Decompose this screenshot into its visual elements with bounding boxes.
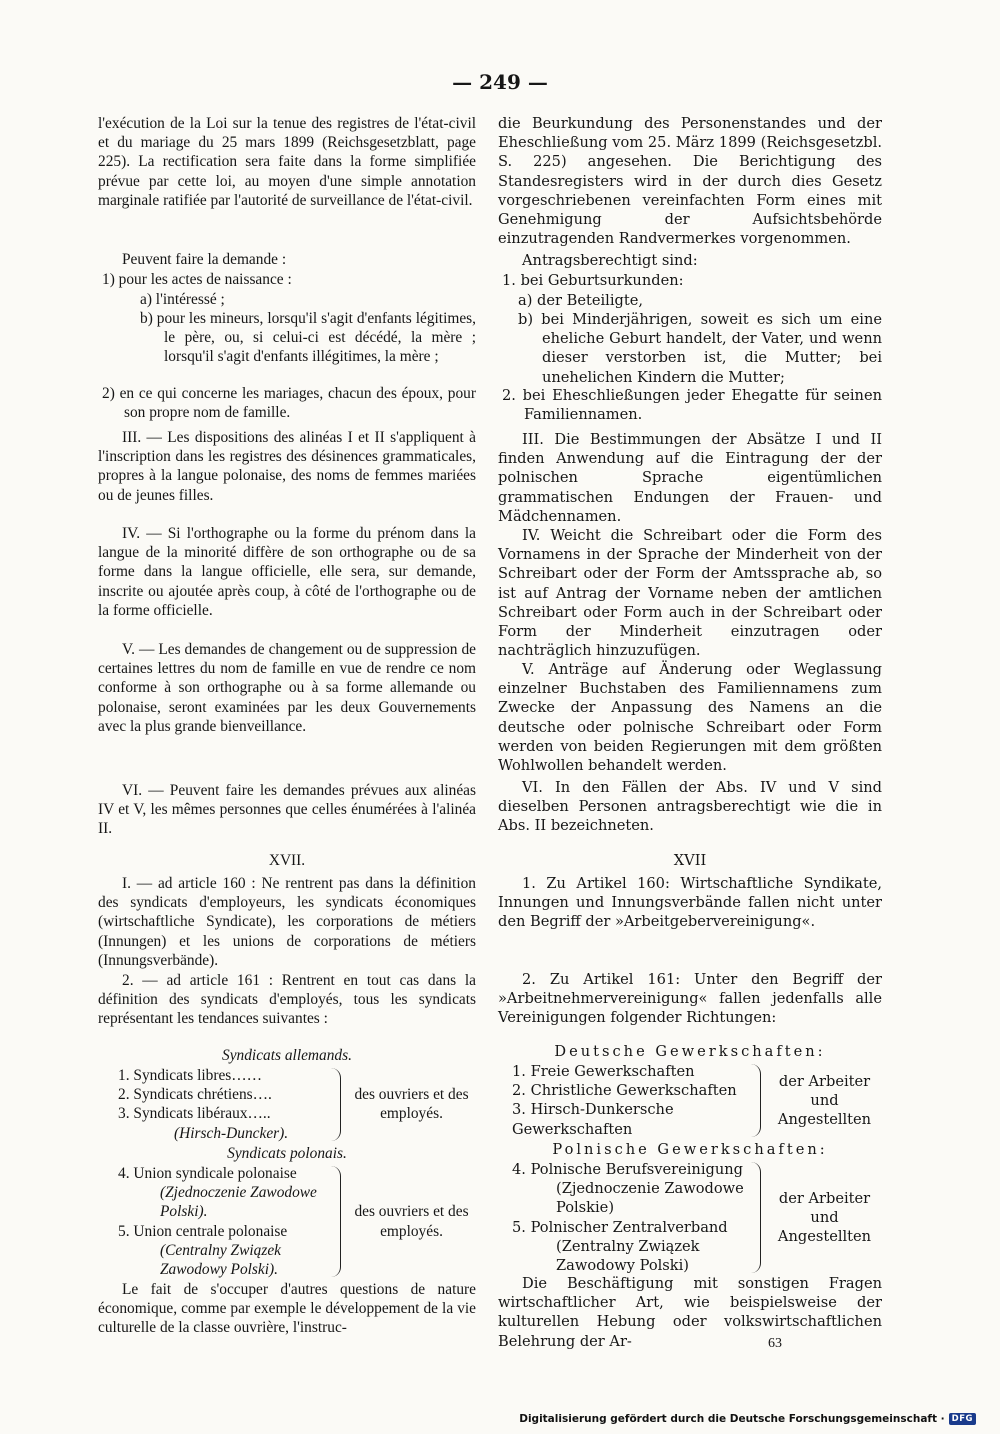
brace: [330, 1068, 341, 1141]
de-paragraph-8: 2. Zu Artikel 161: Unter den Begriff der »Arbeitnehmervereinigung« fallen jedenfalls alle Vereinigungen folgender Richtungen:: [498, 971, 882, 1027]
brace: [330, 1166, 341, 1277]
footer-page-number: 63: [768, 1336, 782, 1351]
de-paragraph-2: Antragsberechtigt sind:: [522, 252, 698, 269]
fr-paragraph-4: IV. — Si l'orthographe ou la forme du prénom dans la langue de la minorité diffère de son orthographe ou de sa forme dans la langue officielle, elle sera, sur demande, inscrite ou ajoutée après coup, à côté de l'orthographe ou de la forme officielle.: [98, 525, 476, 619]
de-paragraph-3: III. Die Bestimmungen der Absätze I und II finden Anwendung auf die Eintragung der der polnischen Sprache eigentümlichen grammatischen Endungen der Frauen- und Mädchennamen.: [498, 431, 882, 525]
digitization-credit: [519, 1413, 976, 1425]
fr-polish-unions-heading: Syndicats polonais.: [227, 1145, 347, 1162]
list-item: 4. Polnische Berufsvereinigung: [512, 1161, 743, 1178]
brace: [750, 1162, 761, 1273]
list-item: 2. Syndicats chrétiens….: [118, 1086, 272, 1104]
fr-paragraph-5: V. — Les demandes de changement ou de suppression de certaines lettres du nom de famille en vue de rendre ce nom conforme à son orthographe ou à sa forme allemande ou polonaise, seront examinées par les deux Gouvernements avec la plus grande bienveillance.: [98, 641, 476, 735]
de-list-1a: a) der Beteiligte,: [518, 292, 643, 309]
de-german-unions: [498, 1062, 882, 1139]
fr-paragraph-9: Le fait de s'occuper d'autres questions de nature économique, comme par exemple le développement de la vie culturelle de la classe ouvrière, l'instruc-: [98, 1281, 476, 1337]
fr-heading-xvii: XVII.: [268, 852, 306, 869]
list-item: 2. Christliche Gewerkschaften: [512, 1082, 737, 1100]
fr-list-1: 1) pour les actes de naissance :: [102, 271, 292, 288]
fr-paragraph-3: III. — Les dispositions des alinéas I et II s'appliquent à l'inscription dans les registres des désinences grammaticales, propres à la langue polonaise, des noms de femmes mariées ou de jeunes filles.: [98, 429, 476, 504]
fr-list-2: 2) en ce qui concerne les mariages, chacun des époux, pour son propre nom de famille.: [102, 385, 476, 422]
fr-polish-unions: [98, 1164, 476, 1279]
de-german-unions-heading: Deutsche Gewerkschaften:: [554, 1043, 826, 1060]
list-item: 5. Polnischer Zentralverband: [512, 1218, 728, 1236]
fr-german-unions-heading: Syndicats allemands.: [222, 1047, 352, 1064]
list-item: 4. Union syndicale polonaise: [118, 1165, 297, 1182]
fr-paragraph-8: 2. — ad article 161 : Rentrent en tout cas dans la définition des syndicats d'employés, tous les syndicats représentant les tendances suivantes :: [98, 972, 476, 1028]
de-polish-unions: [498, 1160, 882, 1275]
list-item: (Hirsch-Duncker).: [174, 1124, 289, 1142]
de-polish-unions-heading: Polnische Gewerkschaften:: [552, 1141, 828, 1158]
list-item: 5. Union centrale polonaise: [118, 1222, 288, 1240]
fr-list-1b: b) pour les mineurs, lorsqu'il s'agit d'enfants légitimes, le père, ou, si celui-ci est décédé, la mère ; lorsqu'il s'agit d'enfants illégitimes, la mère ;: [140, 310, 476, 366]
fr-paragraph-6: VI. — Peuvent faire les demandes prévues aux alinéas IV et V, les mêmes personnes que celles énumérées à l'alinéa II.: [98, 782, 476, 838]
list-item: (Zjednoczenie Zawodowe Polski).: [160, 1184, 317, 1221]
fr-list-1a: a) l'intéressé ;: [140, 291, 225, 308]
list-item: 3. Hirsch-Dunkersche Gewerkschaften: [512, 1101, 674, 1138]
fr-paragraph-7: I. — ad article 160 : Ne rentrent pas dans la définition des syndicats d'employeurs, les syndicats économiques (wirtschaftliche Syndicate), les corporations de métiers (Innungen) et les unions de corporations de métiers (Innungsverbände).: [98, 875, 476, 969]
de-list-2: 2. bei Eheschließungen jeder Ehegatte für seinen Familiennamen.: [502, 387, 882, 424]
list-item: 1. Syndicats libres……: [118, 1067, 263, 1084]
dfg-logo: DFG: [949, 1413, 976, 1425]
brace: [750, 1064, 761, 1137]
de-paragraph-5: V. Anträge auf Änderung oder Weglassung einzelner Buchstaben des Familiennamens zum Zwecke der Anpassung des Namens an die deutsche oder polnische Schreibart oder Form werden von beiden Regierungen mit dem größten Wohlwollen behandelt werden.: [498, 661, 882, 775]
list-item: (Zentralny Związek Zawodowy Polski): [556, 1237, 700, 1275]
de-paragraph-1: die Beurkundung des Personenstandes und der Eheschließung vom 25. März 1899 (Reichsgesetzbl. S. 225) angesehen. Die Berichtigung des Standesregisters wird in der durch dies Gesetz vorgeschriebenen vereinfachten Form eines mit Genehmigung der Aufsichtsbehörde einzutragenden Randvermerkes vorgenommen.: [498, 115, 882, 248]
de-list-1b: b) bei Minderjährigen, soweit es sich um eine eheliche Geburt handelt, der Vater, und wenn dieser verstorben ist, die Mutter; bei unehelichen Kindern die Mutter;: [518, 311, 882, 386]
de-heading-xvii: XVII: [673, 852, 707, 869]
de-paragraph-4: IV. Weicht die Schreibart oder die Form des Vornamens in der Sprache der Minderheit von der Schreibart oder der Form der Amtssprache ab, so ist auf Antrag der Vorname neben der amtlichen Schreibart oder Form auch in der Schreibart oder Form der Minderheit einzutragen oder nachträglich hinzuzufügen.: [498, 527, 882, 660]
de-paragraph-7: 1. Zu Artikel 160: Wirtschaftliche Syndikate, Innungen und Innungsverbände fallen nicht unter den Begriff der »Arbeitgebervereinigung«.: [498, 875, 882, 931]
list-item: (Centralny Związek Zawodowy Polski).: [160, 1241, 281, 1279]
list-item: 3. Syndicats libéraux…..: [118, 1105, 271, 1123]
de-paragraph-9: Die Beschäftigung mit sonstigen Fragen wirtschaftlicher Art, wie beispielsweise der kulturellen Hebung oder volkswirtschaftlichen Belehrung der Ar-: [498, 1275, 882, 1350]
group-label: des ouvriers et des employés.: [354, 1086, 469, 1123]
list-item: (Zjednoczenie Zawodowe Polskie): [556, 1180, 744, 1217]
de-list-1: 1. bei Geburtsurkunden:: [502, 272, 684, 289]
group-label: der Arbeiter und Angestellten: [777, 1072, 872, 1128]
fr-paragraph-2: Peuvent faire la demande :: [122, 251, 287, 268]
group-label: der Arbeiter und Angestellten: [777, 1189, 872, 1246]
group-label: des ouvriers et des employés.: [354, 1203, 469, 1240]
fr-paragraph-1: l'exécution de la Loi sur la tenue des registres de l'état-civil et du mariage du 25 mars 1899 (Reichsgesetzblatt, page 225). La rectification sera faite dans la forme simplifiée prévue par cette loi, au moyen d'une simple annotation marginale ratifiée par l'autorité de surveillance de l'état-civil.: [98, 115, 476, 209]
list-item: 1. Freie Gewerkschaften: [512, 1063, 695, 1080]
credit-text: Digitalisierung gefördert durch die Deutsche Forschungsgemeinschaft ·: [519, 1413, 945, 1425]
fr-german-unions: [98, 1066, 476, 1143]
de-paragraph-6: VI. In den Fällen der Abs. IV und V sind dieselben Personen antragsberechtigt wie die in Abs. II bezeichneten.: [498, 779, 882, 835]
page-number: — 249 —: [452, 70, 548, 94]
